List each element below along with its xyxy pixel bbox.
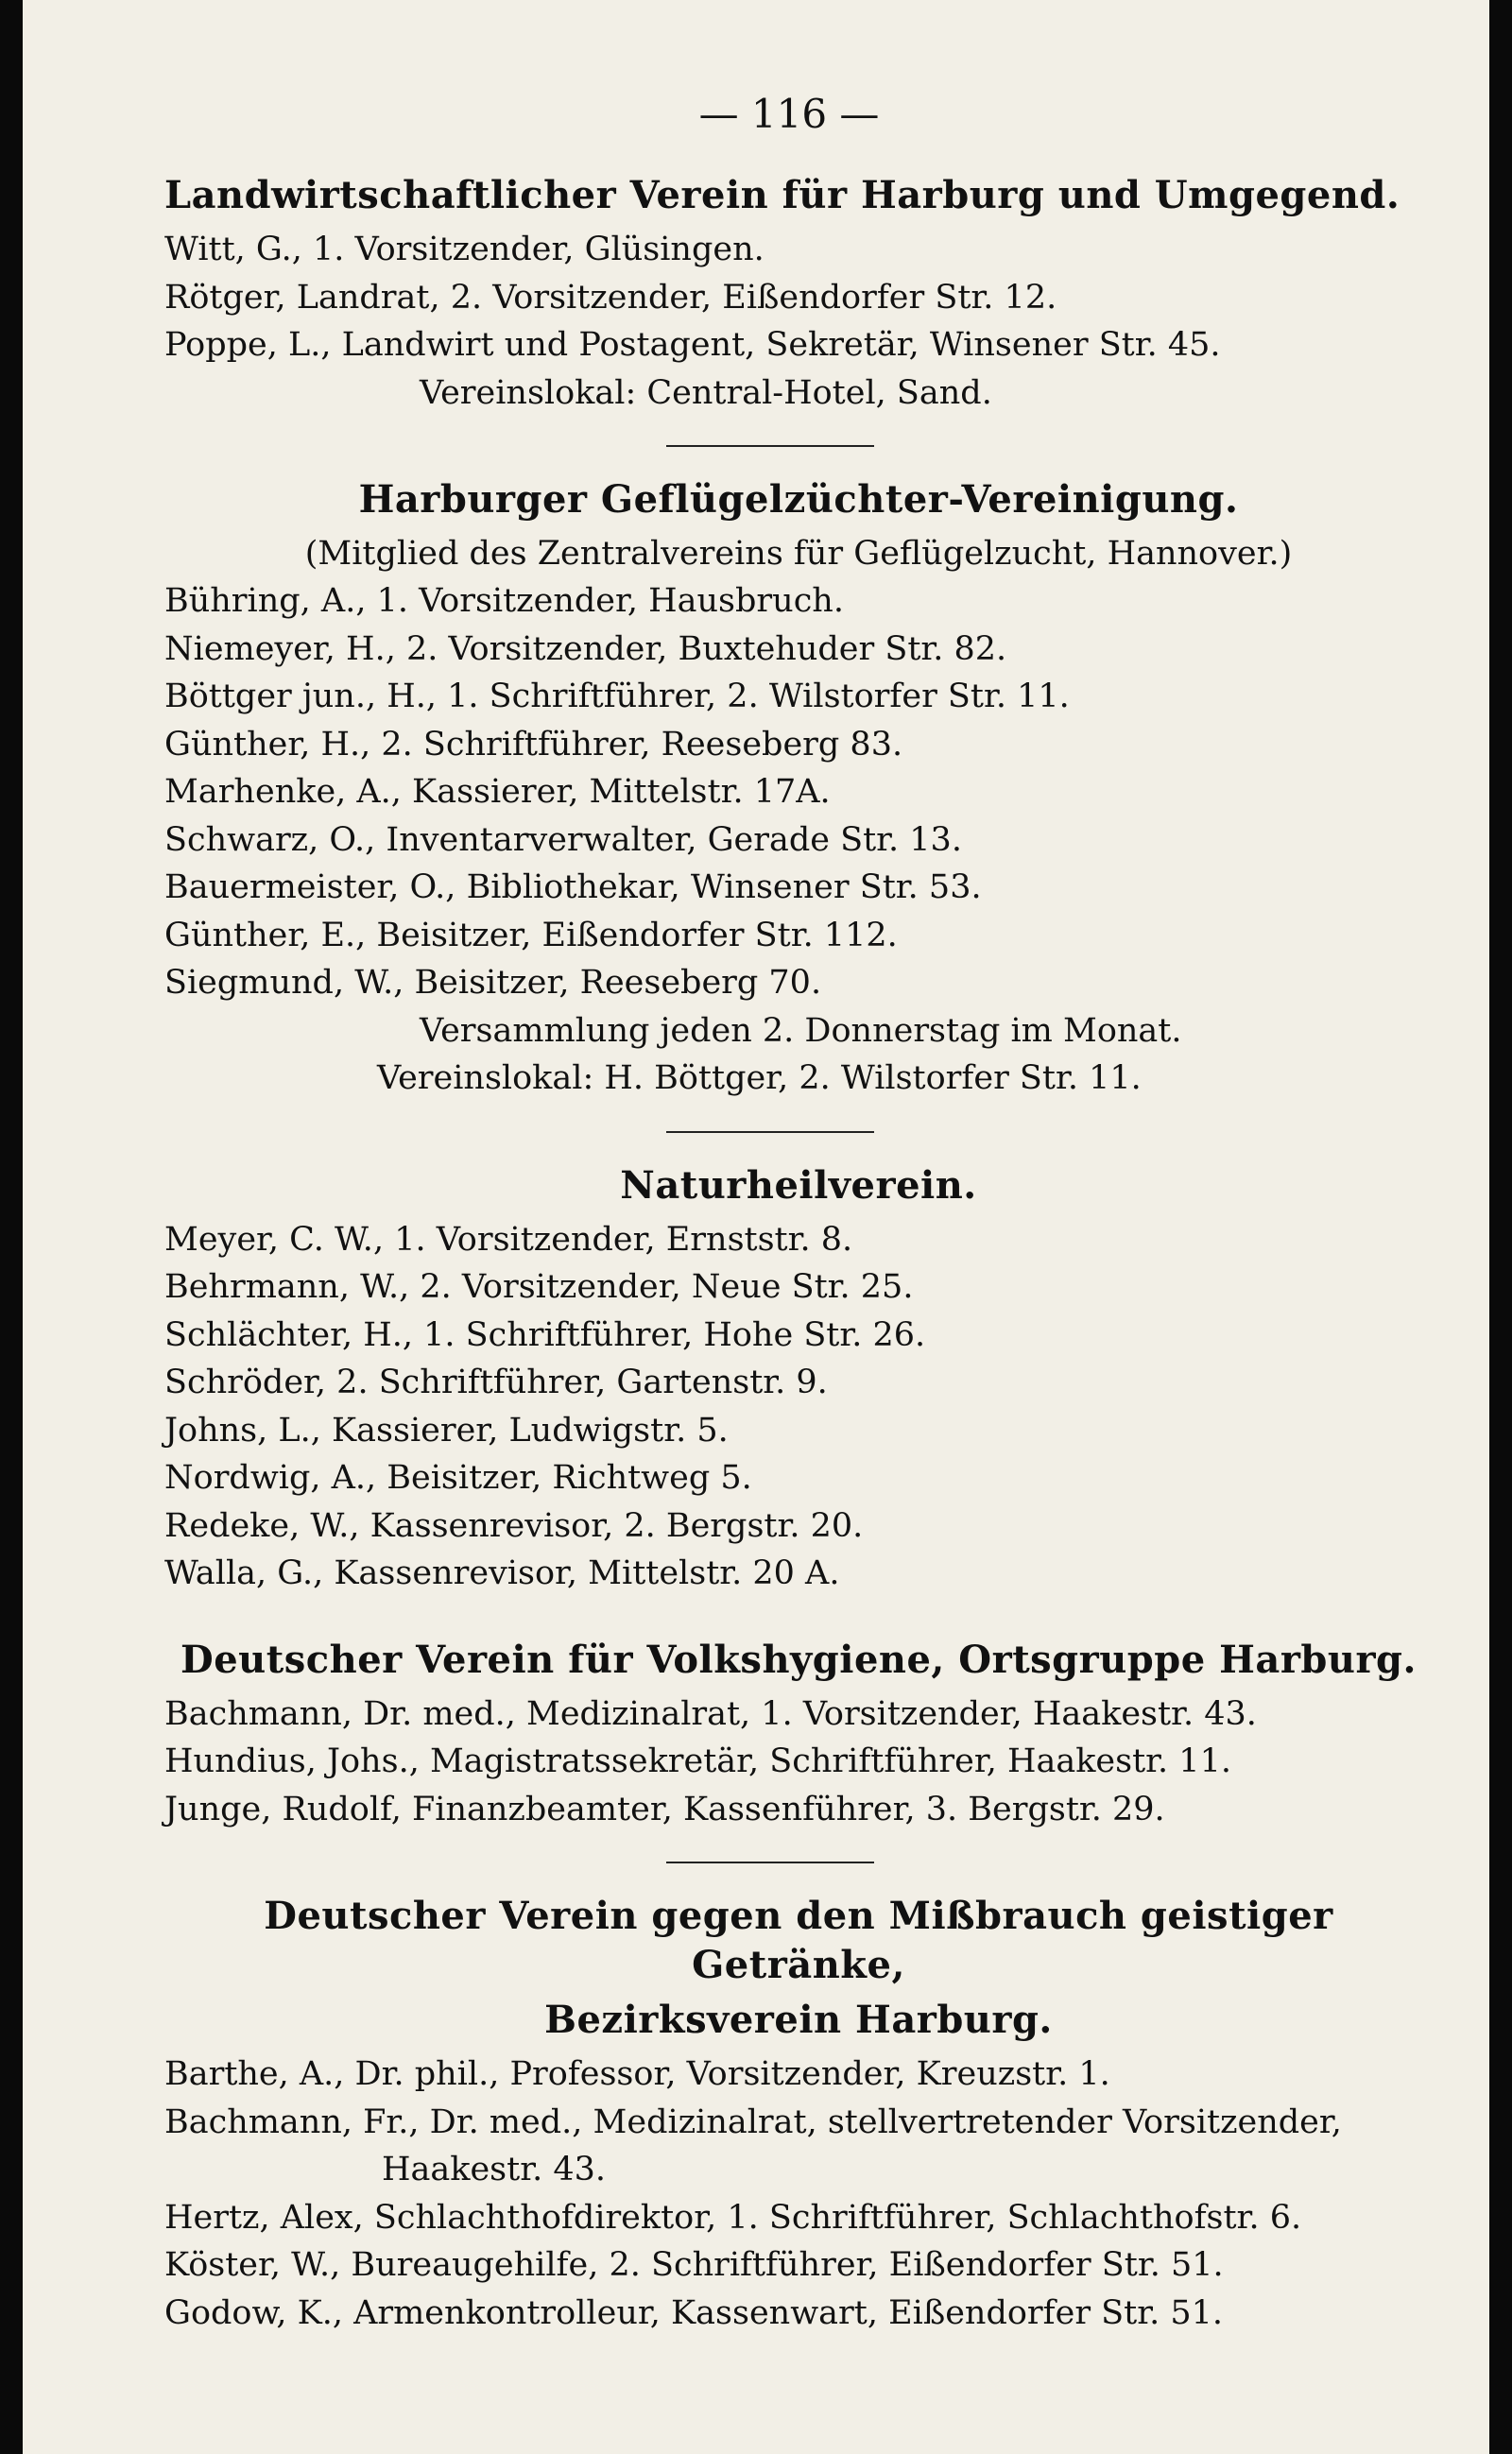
member-entry: Walla, G., Kassenrevisor, Mittelstr. 20 A. — [164, 1554, 840, 1592]
member-entry: Böttger jun., H., 1. Schriftführer, 2. Wilstorfer Str. 11. — [164, 678, 1070, 715]
member-entry: Günther, H., 2. Schriftführer, Reeseberg 83. — [164, 725, 903, 764]
member-entry: Poppe, L., Landwirt und Postagent, Sekretär, Winsener Str. 45. — [164, 326, 1221, 364]
member-entry: Schröder, 2. Schriftführer, Gartenstr. 9. — [164, 1364, 828, 1401]
section-naturheilverein — [164, 1161, 1433, 1598]
meeting-place-note: Vereinslokal: H. Böttger, 2. Wilstorfer Str. 11. — [377, 1059, 1142, 1097]
member-entry: Günther, E., Beisitzer, Eißendorfer Str. 112. — [164, 916, 898, 954]
member-entry: Behrmann, W., 2. Vorsitzender, Neue Str. 25. — [164, 1268, 914, 1306]
member-entry: Köster, W., Bureaugehilfe, 2. Schriftführer, Eißendorfer Str. 51. — [164, 2246, 1224, 2284]
section-gefluegelzuechter — [164, 475, 1433, 1103]
member-entry: Redeke, W., Kassenrevisor, 2. Bergstr. 20. — [164, 1506, 864, 1545]
section-title: Deutscher Verein gegen den Mißbrauch geistiger Getränke, — [264, 1894, 1333, 1987]
member-entry: Nordwig, A., Beisitzer, Richtweg 5. — [164, 1459, 752, 1497]
member-entry: Marhenke, A., Kassierer, Mittelstr. 17A. — [164, 773, 831, 811]
section-subtitle: (Mitglied des Zentralvereins für Geflügelzucht, Hannover.) — [304, 535, 1293, 573]
page-number: — 116 — — [698, 91, 880, 137]
section-title-line-2: Bezirksverein Harburg. — [544, 1998, 1053, 2042]
member-entry: Rötger, Landrat, 2. Vorsitzender, Eißendorfer Str. 12. — [164, 278, 1057, 317]
meeting-place-note: Vereinslokal: Central-Hotel, Sand. — [420, 373, 992, 412]
section-divider — [666, 445, 874, 447]
member-entry: Schwarz, O., Inventarverwalter, Gerade Str. 13. — [164, 820, 962, 859]
member-entry: Hundius, Johs., Magistratssekretär, Schriftführer, Haakestr. 11. — [164, 1742, 1231, 1780]
member-entry: Siegmund, W., Beisitzer, Reeseberg 70. — [164, 964, 822, 1002]
member-entry: Bühring, A., 1. Vorsitzender, Hausbruch. — [164, 582, 844, 620]
spacer — [164, 1598, 1433, 1636]
member-entry: Bauermeister, O., Bibliothekar, Winsener Str. 53. — [164, 868, 982, 906]
section-title: Landwirtschaftlicher Verein für Harburg und Umgegend. — [164, 173, 1400, 217]
member-entry: Bachmann, Dr. med., Medizinalrat, 1. Vorsitzender, Haakestr. 43. — [164, 1694, 1257, 1733]
member-entry: Hertz, Alex, Schlachthofdirektor, 1. Schriftführer, Schlachthofstr. 6. — [164, 2198, 1302, 2237]
section-title: Naturheilverein. — [620, 1162, 977, 1208]
meeting-time-note: Versammlung jeden 2. Donnerstag im Monat. — [420, 1011, 1182, 1050]
section-volkshygiene — [164, 1636, 1433, 1834]
member-entry: Meyer, C. W., 1. Vorsitzender, Ernststr. 8. — [164, 1220, 853, 1259]
section-divider — [666, 1131, 874, 1133]
section-divider — [666, 1862, 874, 1863]
member-entry: Johns, L., Kassierer, Ludwigstr. 5. — [164, 1411, 729, 1450]
member-entry: Barthe, A., Dr. phil., Professor, Vorsitzender, Kreuzstr. 1. — [164, 2055, 1110, 2093]
member-entry: Witt, G., 1. Vorsitzender, Glüsingen. — [164, 231, 765, 268]
section-title: Deutscher Verein für Volkshygiene, Ortsgruppe Harburg. — [180, 1637, 1417, 1682]
section-missbrauch-getraenke — [164, 1892, 1433, 2337]
member-entry: Godow, K., Armenkontrolleur, Kassenwart, Eißendorfer Str. 51. — [164, 2293, 1224, 2332]
member-entry: Junge, Rudolf, Finanzbeamter, Kassenführer, 3. Bergstr. 29. — [164, 1790, 1165, 1828]
section-title: Harburger Geflügelzüchter-Vereinigung. — [358, 477, 1239, 522]
member-entry: Bachmann, Fr., Dr. med., Medizinalrat, stellvertretender Vorsitzender, — [164, 2102, 1342, 2141]
member-entry: Schlächter, H., 1. Schriftführer, Hohe Str. 26. — [164, 1315, 926, 1354]
member-entry: Niemeyer, H., 2. Vorsitzender, Buxtehuder Str. 82. — [164, 629, 1007, 668]
document-page — [23, 0, 1489, 2454]
section-landwirtschaftlicher-verein — [164, 171, 1433, 417]
member-entry-continuation: Haakestr. 43. — [382, 2151, 607, 2188]
